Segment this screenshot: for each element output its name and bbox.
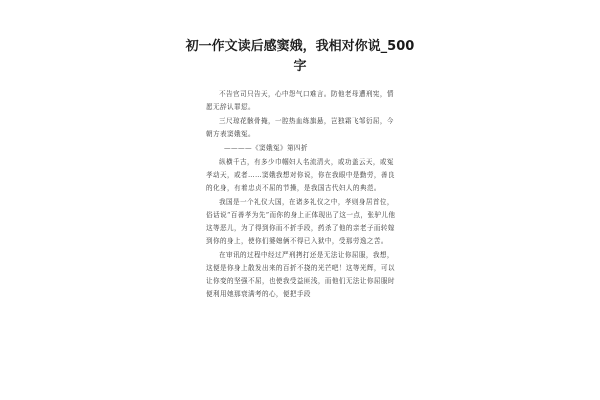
source-citation: ————《窦娥冤》第四折 xyxy=(224,144,308,152)
body-paragraph: 在审讯的过程中经过严刑拷打还是无法让你屈服，我想，这便是你身上散发出来的百折不挠的光芒吧！这等光辉，可以让你变的坚强不屈，也使我受益匪浅，而他们无法让你屈服时便利用她那衰满考的心，便把手段 xyxy=(206,250,395,298)
body-paragraph: 我国是一个礼仪大国，在诸多礼仪之中，孝则身居首位，俗话说“百善孝为先”而你的身上正体现出了这一点，张驴儿他这等恶儿，为了得到你而不折手段，药杀了他的亲老子而转嫁到你的身上，使你们婆媳俩不得已入狱中，受那劳逸之苦。 xyxy=(206,198,396,245)
body-paragraph: 三尺琼花骸骨掩，一腔热血练旗悬，岂独霜飞邹衍屈，今朝方表窦娥冤。 xyxy=(206,117,394,138)
body-paragraph: 不告官司只告天，心中怨气口难言。防他老母遭刑宪，情愿无辞认罪愆。 xyxy=(206,90,394,111)
document-title: 初一作文读后感窦娥，我相对你说_500字 xyxy=(185,39,415,74)
document-body xyxy=(206,88,396,302)
body-paragraph: 纵横千古，有多少巾帼妇人名流清火，或功盖云天，或冤孝动天，或者……窦娥我想对你说，你在我眼中是勤劳，善良的化身，有着忠贞不屈的节操，是我国古代妇人的典范。 xyxy=(206,158,395,192)
